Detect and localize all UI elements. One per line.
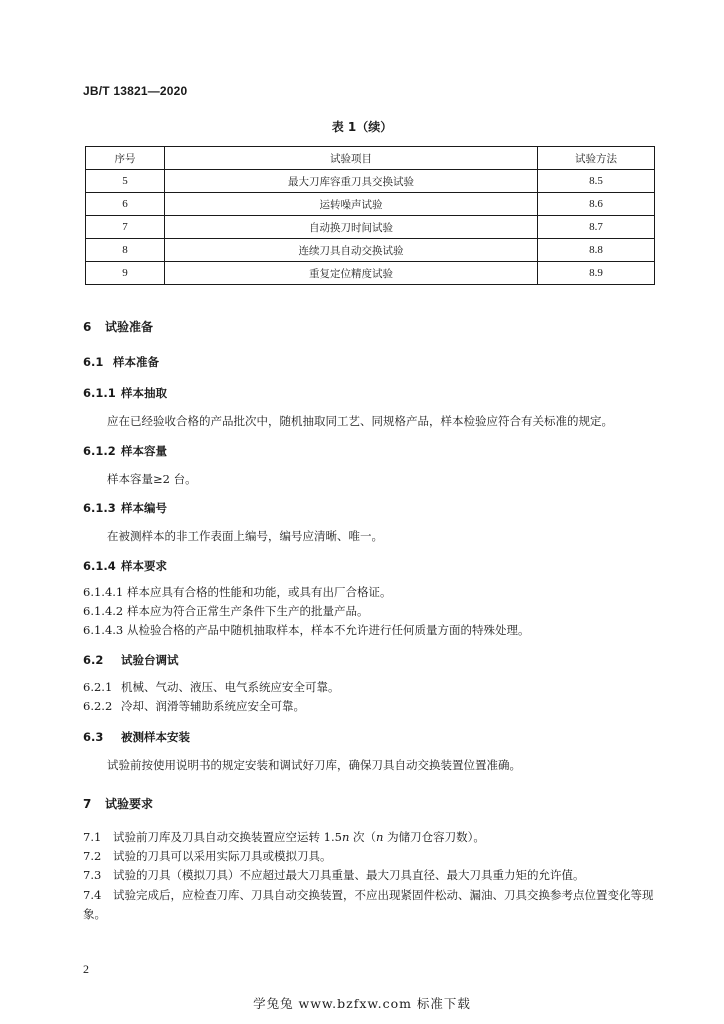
section-6-1-3-heading: 6.1.3 样本编号 xyxy=(83,501,167,515)
section-6-heading: 6 试验准备 xyxy=(83,320,154,334)
table-row xyxy=(86,262,655,285)
table-caption: 表 1（续） xyxy=(331,120,393,134)
table-row xyxy=(86,193,655,216)
section-6-1-2-heading: 6.1.2 样本容量 xyxy=(83,444,167,458)
column-header: 试验项目 xyxy=(165,147,538,170)
section-6-3-heading: 6.3 被测样本安装 xyxy=(83,730,190,744)
list-item: 6.1.4.2 样本应为符合正常生产条件下生产的批量产品。 xyxy=(83,604,369,618)
section-6-1-1-heading: 6.1.1 样本抽取 xyxy=(83,386,167,400)
column-header: 试验方法 xyxy=(538,147,655,170)
table-cell: 最大刀库容重刀具交换试验 xyxy=(165,170,538,193)
list-item: 7.3 试验的刀具（模拟刀具）不应超过最大刀具重量、最大刀具直径、最大刀具重力矩的允许值。 xyxy=(83,868,585,882)
list-item: 6.2.2 冷却、润滑等辅助系统应安全可靠。 xyxy=(83,699,305,713)
table-cell: 重复定位精度试验 xyxy=(165,262,538,285)
section-6-1-heading: 6.1 样本准备 xyxy=(83,355,159,369)
section-6-1-4-heading: 6.1.4 样本要求 xyxy=(83,559,167,573)
page-number: 2 xyxy=(83,962,89,976)
table-row xyxy=(86,170,655,193)
section-6-1-1-text: 应在已经验收合格的产品批次中，随机抽取同工艺、同规格产品，样本检验应符合有关标准的规定。 xyxy=(107,414,613,428)
section-6-2-heading: 6.2 试验台调试 xyxy=(83,653,179,667)
section-7-heading: 7 试验要求 xyxy=(83,797,154,811)
list-item: 7.2 试验的刀具可以采用实际刀具或模拟刀具。 xyxy=(83,849,332,863)
table-row xyxy=(86,216,655,239)
table-cell: 9 xyxy=(86,262,165,285)
section-6-1-2-text: 样本容量≥2 台。 xyxy=(107,472,197,486)
standard-code: JB/T 13821—2020 xyxy=(83,84,188,98)
table-cell: 8.9 xyxy=(538,262,655,285)
table-cell: 8.6 xyxy=(538,193,655,216)
footer-watermark-text: 学兔兔 www.bzfxw.com 标准下载 xyxy=(253,996,471,1011)
table-cell: 8.8 xyxy=(538,239,655,262)
section-6-3-text: 试验前按使用说明书的规定安装和调试好刀库，确保刀具自动交换装置位置准确。 xyxy=(107,758,521,772)
list-item: 6.1.4.1 样本应具有合格的性能和功能，或具有出厂合格证。 xyxy=(83,585,392,599)
table-cell: 连续刀具自动交换试验 xyxy=(165,239,538,262)
table-header-row xyxy=(86,147,655,170)
table-cell: 8.5 xyxy=(538,170,655,193)
list-item: 7.1 试验前刀库及刀具自动交换装置应空运转 1.5n 次（n 为储刀仓容刀数）。 xyxy=(83,830,485,844)
test-items-table xyxy=(85,146,655,285)
table-cell: 8 xyxy=(86,239,165,262)
table-cell: 6 xyxy=(86,193,165,216)
table-row xyxy=(86,239,655,262)
list-item: 6.2.1 机械、气动、液压、电气系统应安全可靠。 xyxy=(83,680,340,694)
table-cell: 自动换刀时间试验 xyxy=(165,216,538,239)
table-cell: 8.7 xyxy=(538,216,655,239)
list-item: 7.4 试验完成后，应检查刀库、刀具自动交换装置，不应出现紧固件松动、漏油、刀具交换参考点位置变化等现象。 xyxy=(83,888,654,921)
section-6-1-3-text: 在被测样本的非工作表面上编号，编号应清晰、唯一。 xyxy=(107,529,383,543)
column-header: 序号 xyxy=(86,147,165,170)
list-item: 6.1.4.3 从检验合格的产品中随机抽取样本，样本不允许进行任何质量方面的特殊处理。 xyxy=(83,623,530,637)
table-cell: 5 xyxy=(86,170,165,193)
table-cell: 运转噪声试验 xyxy=(165,193,538,216)
table-cell: 7 xyxy=(86,216,165,239)
